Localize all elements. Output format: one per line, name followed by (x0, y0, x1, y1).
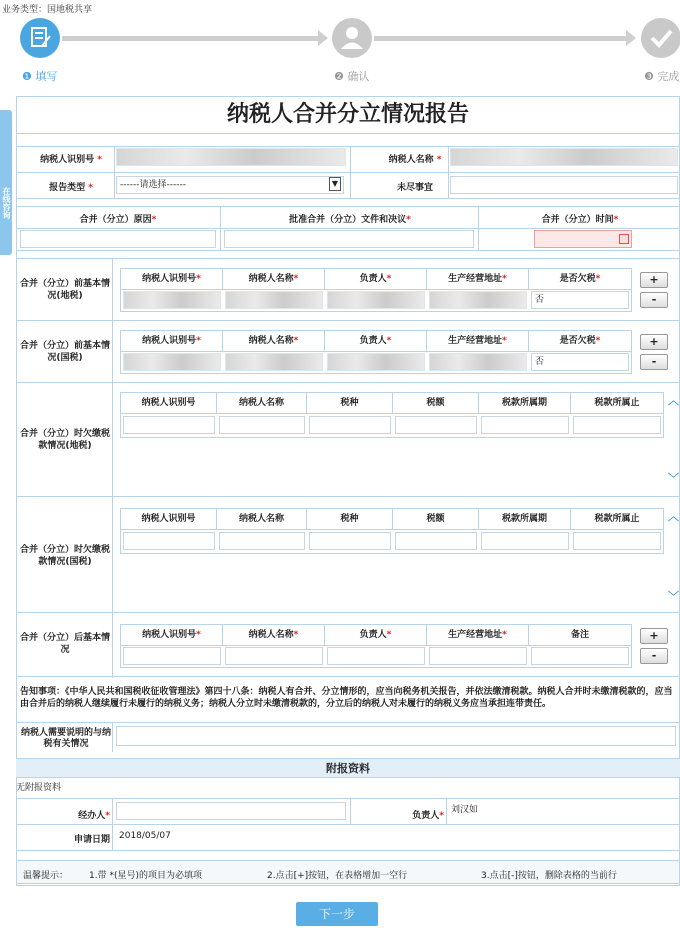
col-header: 纳税人名称* (223, 625, 325, 645)
add-row-button[interactable]: + (640, 628, 668, 644)
col-header: 税款所属期 (479, 509, 571, 529)
step-fill-label: ❶ 填写 (22, 70, 58, 83)
col-header: 纳税人识别号* (121, 331, 223, 351)
cell-input[interactable] (123, 647, 221, 665)
remove-row-button[interactable]: - (640, 648, 668, 664)
col-header: 是否欠税* (529, 269, 631, 289)
col-header: 生产经营地址* (427, 331, 529, 351)
next-step-button[interactable]: 下一步 (296, 902, 378, 926)
taxpayer-id-label: 纳税人识别号 * (40, 155, 102, 165)
cell-input[interactable] (429, 353, 527, 371)
cell-input[interactable] (573, 532, 661, 550)
cell-input[interactable] (429, 647, 527, 665)
merge-reason-label: 合并（分立）原因* (79, 215, 157, 225)
tip-3: 3.点击[-]按钮，删除表格的当前行 (481, 871, 617, 881)
remove-row-button[interactable]: - (640, 354, 668, 370)
col-header: 纳税人名称* (223, 331, 325, 351)
col-header: 税款所属止 (571, 393, 663, 413)
cell-input[interactable] (327, 647, 425, 665)
cell-input[interactable] (225, 647, 323, 665)
scroll-up-icon[interactable]: ︿ (668, 510, 679, 523)
col-header: 备注 (529, 625, 631, 645)
merge-time-input[interactable] (534, 230, 632, 248)
cell-input[interactable] (309, 416, 391, 434)
cell-input[interactable] (123, 291, 221, 309)
col-header: 税额 (393, 509, 479, 529)
no-attach-text: 无附报资料 (16, 783, 62, 793)
cell-input[interactable] (123, 353, 221, 371)
unfinished-input[interactable] (450, 176, 678, 194)
handler-input[interactable] (116, 802, 346, 820)
col-header: 负责人* (325, 269, 427, 289)
col-header: 税额 (393, 393, 479, 413)
before-national-label: 合并（分立）前基本情况(国税) (20, 341, 111, 363)
tip-2: 2.点击[+]按钮，在表格增加一空行 (267, 871, 408, 881)
col-header: 税种 (307, 393, 393, 413)
remove-row-button[interactable]: - (640, 292, 668, 308)
business-type: 业务类型：国地税共享 (2, 5, 93, 15)
cell-input[interactable] (123, 532, 215, 550)
taxpayer-name-input[interactable] (450, 148, 678, 166)
cell-input[interactable] (123, 416, 215, 434)
attach-section-title: 附报资料 (16, 758, 680, 778)
cell-input[interactable] (395, 416, 477, 434)
cell-input[interactable] (219, 416, 305, 434)
cell-input[interactable] (309, 532, 391, 550)
taxpayer-name-label: 纳税人名称 * (388, 155, 442, 165)
step-fill-icon (20, 18, 60, 58)
tip-1: 1.带 *(星号)的项目为必填项 (89, 871, 202, 881)
add-row-button[interactable]: + (640, 334, 668, 350)
owes-tax-cell[interactable]: 否 (531, 353, 629, 371)
col-header: 税种 (307, 509, 393, 529)
page-title: 纳税人合并分立情况报告 (16, 96, 680, 134)
col-header: 是否欠税* (529, 331, 631, 351)
scroll-up-icon[interactable]: ︿ (668, 394, 679, 407)
before-national-table (120, 330, 632, 374)
col-header: 纳税人识别号* (121, 625, 223, 645)
col-header: 税款所属止 (571, 509, 663, 529)
unfinished-label: 未尽事宜 (396, 183, 433, 193)
col-header: 纳税人识别号 (121, 509, 217, 529)
cell-input[interactable] (219, 532, 305, 550)
col-header: 负责人* (325, 331, 427, 351)
arrears-national-table (120, 508, 664, 554)
before-local-label: 合并（分立）前基本情况(地税) (20, 279, 111, 301)
cell-input[interactable] (481, 416, 569, 434)
taxpayer-id-input[interactable] (116, 148, 346, 166)
handler-label: 经办人* (78, 811, 110, 821)
tips-title: 温馨提示： (23, 871, 69, 881)
col-header: 纳税人名称 (217, 393, 307, 413)
scroll-down-icon[interactable]: ﹀ (668, 590, 679, 603)
col-header: 纳税人名称* (223, 269, 325, 289)
step-confirm-label: ❷ 确认 (334, 70, 370, 83)
arrears-local-label: 合并（分立）时欠缴税款情况(地税) (20, 429, 111, 451)
col-header: 纳税人名称 (217, 509, 307, 529)
add-row-button[interactable]: + (640, 272, 668, 288)
col-header: 生产经营地址* (427, 269, 529, 289)
responsible-value[interactable]: 刘汉如 (448, 802, 676, 820)
approval-doc-label: 批准合并（分立）文件和决议* (289, 215, 411, 225)
cell-input[interactable] (531, 647, 629, 665)
tips-bar (16, 860, 680, 884)
explain-input[interactable] (116, 726, 676, 746)
explain-label: 纳税人需要说明的与纳税有关情况 (20, 728, 111, 749)
col-header: 纳税人识别号 (121, 393, 217, 413)
calendar-icon[interactable] (619, 234, 629, 244)
merge-reason-input[interactable] (20, 230, 216, 248)
owes-tax-cell[interactable]: 否 (531, 291, 629, 309)
apply-date-label: 申请日期 (73, 835, 110, 845)
cell-input[interactable] (225, 353, 323, 371)
after-table (120, 624, 632, 668)
step-done-label: ❸ 完成 (644, 70, 680, 83)
arrears-local-table (120, 392, 664, 438)
step-done-icon (641, 18, 680, 58)
online-consult-tab[interactable]: 在线咨询 (0, 110, 12, 255)
cell-input[interactable] (573, 416, 661, 434)
report-type-select[interactable]: ------请选择------ ▼ (116, 176, 344, 194)
approval-doc-input[interactable] (224, 230, 474, 248)
responsible-label: 负责人* (412, 811, 444, 821)
apply-date-value: 2018/05/07 (116, 828, 316, 846)
scroll-down-icon[interactable]: ﹀ (668, 472, 679, 485)
cell-input[interactable] (327, 353, 425, 371)
arrears-national-label: 合并（分立）时欠缴税款情况(国税) (20, 545, 111, 567)
col-header: 负责人* (325, 625, 427, 645)
notice-text: 告知事项：《中华人民共和国税收征收管理法》第四十八条：纳税人有合并、分立情形的，应当向税务机关报告，并依法缴清税款。纳税人合并时未缴清税款的，应当由合并后的纳税人继续履行未履行的纳税义务；纳税人分立时未缴清税款的，分立后的纳税人对未履行的纳税义务应当承担连带责任。 (20, 687, 673, 709)
col-header: 纳税人识别号* (121, 269, 223, 289)
col-header: 生产经营地址* (427, 625, 529, 645)
cell-input[interactable] (225, 291, 323, 309)
after-label: 合并（分立）后基本情况 (20, 633, 111, 655)
merge-time-label: 合并（分立）时间* (541, 215, 619, 225)
before-local-table (120, 268, 632, 312)
col-header: 税款所属期 (479, 393, 571, 413)
cell-input[interactable] (327, 291, 425, 309)
step-confirm-icon (332, 18, 372, 58)
cell-input[interactable] (481, 532, 569, 550)
report-type-label: 报告类型 * (49, 183, 93, 193)
cell-input[interactable] (395, 532, 477, 550)
cell-input[interactable] (429, 291, 527, 309)
